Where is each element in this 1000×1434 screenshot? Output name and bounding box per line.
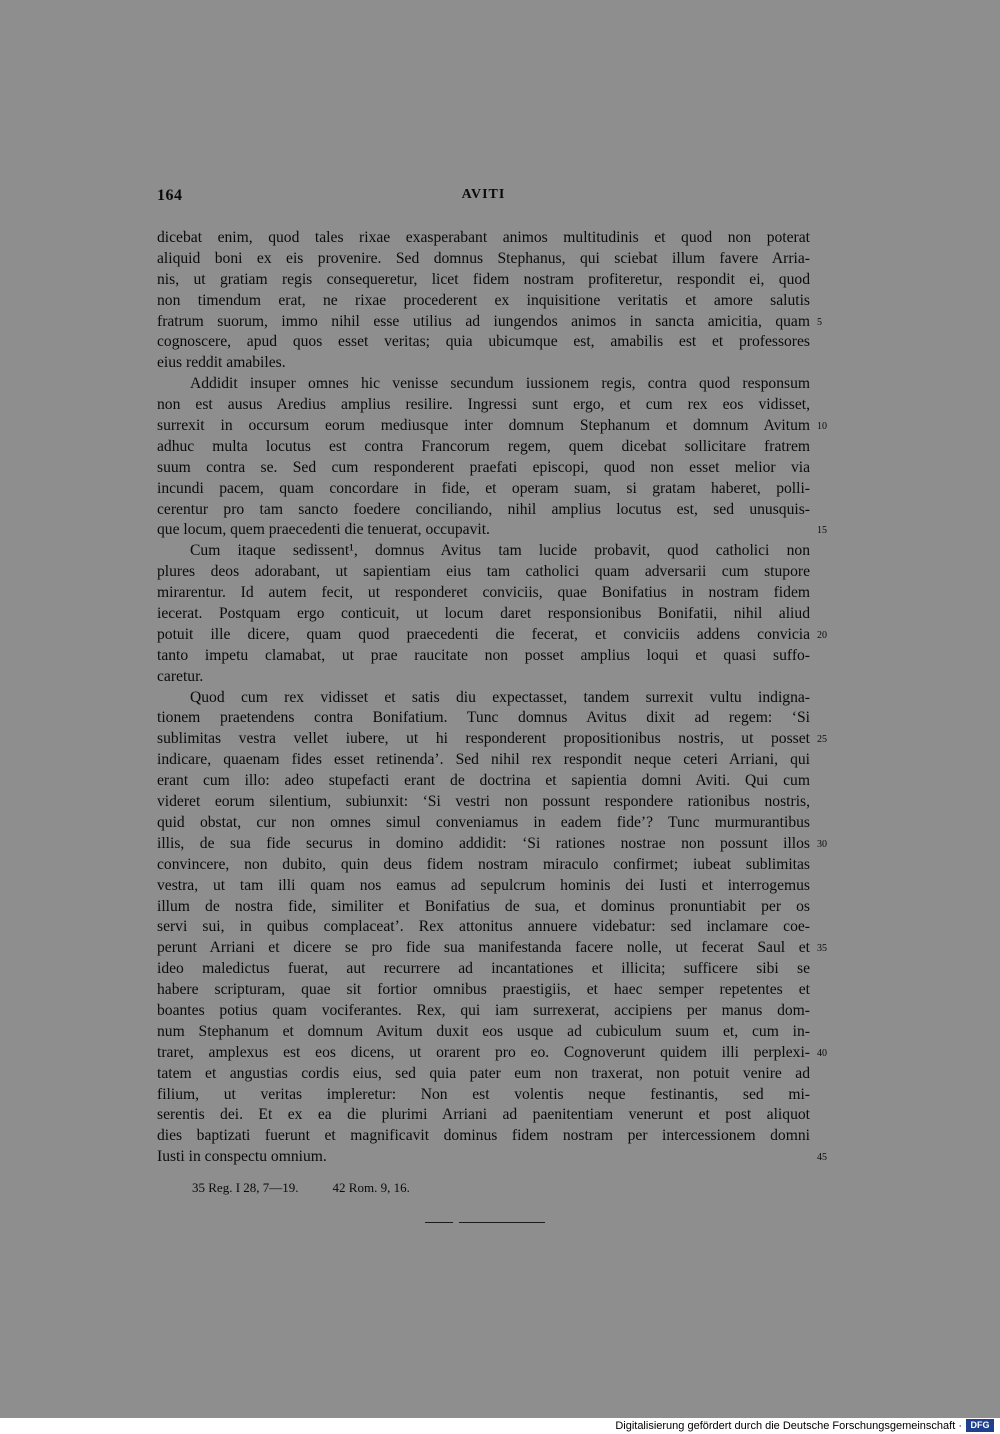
text-line: vestra, ut tam illi quam nos eamus ad sepulcrum hominis dei Iusti et interrogemus <box>157 876 810 894</box>
funding-credit-link[interactable]: Digitalisierung gefördert durch die Deutsche Forschungsgemeinschaft · <box>615 1420 962 1432</box>
text-line: caretur. <box>157 667 204 685</box>
line-number: 30 <box>817 838 827 850</box>
footer-bar <box>0 1418 1000 1434</box>
text-line: non timendum erat, ne rixae procederent ex inquisitione veritatis et amore salutis <box>157 291 810 309</box>
line-number: 5 <box>817 316 822 328</box>
end-rule <box>425 1222 545 1223</box>
text-line: convincere, non dubito, quin deus fidem nostram miraculo confirmet; iubeat sublimitas <box>157 855 810 873</box>
text-line: iecerat. Postquam ergo conticuit, ut locum daret responsionibus Bonifatii, nihil aliud <box>157 605 810 623</box>
line-number: 45 <box>817 1152 827 1164</box>
page-number: 164 <box>157 187 183 204</box>
line-number: 10 <box>817 421 827 433</box>
text-line: cerentur pro tam sancto foedere conciliando, nihil amplius locutus est, sed unusquis- <box>157 500 810 518</box>
text-line: cognoscere, apud quos esset veritas; quia ubicumque est, amabilis est et professores <box>157 333 810 351</box>
paragraph-start-line: Cum itaque sedissent¹, domnus Avitus tam lucide probavit, quod catholici non <box>190 542 810 560</box>
text-line: tatem et angustias cordis eius, sed quia pater eum non traxerat, non potuit venire ad <box>157 1064 810 1082</box>
text-line: sublimitas vestra vellet iubere, ut hi responderent propositionibus nostris, ut posset 25 <box>157 729 810 750</box>
text-line: potuit ille dicere, quam quod praecedenti die fecerat, et conviciis addens convicia 20 <box>157 625 810 646</box>
text-line: serentis dei. Et ex ea die plurimi Arriani ad paenitentiam venerunt et post aliquot <box>157 1106 810 1124</box>
line-number: 25 <box>817 734 827 746</box>
text-line: tionem praetendens contra Bonifatium. Tunc domnus Avitus dixit ad regem: ‘Si <box>157 709 810 727</box>
text-line: suum contra se. Sed cum responderent praefati episcopi, quod non esset melior via <box>157 458 810 476</box>
text-line: adhuc multa locutus est contra Francorum regem, quem dicebat sollicitare fratrem <box>157 437 810 455</box>
running-title: AVITI <box>461 187 506 202</box>
text-line: illum de nostra fide, similiter et Bonifatius de sua, et dominus pronuntiabit per os <box>157 897 810 915</box>
text-line: indicare, quaenam fides esset retinenda’. Sed nihil rex respondit neque ceteri Arriani, qui <box>157 751 810 769</box>
text-line: perunt Arriani et dicere se pro fide sua manifestanda facere nolle, ut fecerat Saul et 35 <box>157 938 810 959</box>
paragraph-start-line: Quod cum rex vidisset et satis diu expectasset, tandem surrexit vultu indigna- <box>190 688 810 706</box>
footnote: 35 Reg. I 28, 7—19. <box>192 1180 299 1195</box>
text-line: illis, de sua fide securus in domino addidit: ‘Si rationes nostrae non possunt illos 30 <box>157 834 810 855</box>
text-line: num Stephanum et domnum Avitum duxit eos usque ad cubiculum suum et, cum in- <box>157 1022 810 1040</box>
line-number: 20 <box>817 629 827 641</box>
text-line: fratrum suorum, immo nihil esse utilius ad iungendos animos in sancta amicitia, quam 5 <box>157 312 810 333</box>
text-line: ideo maledictus fuerat, aut recurrere ad incantationes et illicita; sufficere sibi se <box>157 960 810 978</box>
text-line: dies baptizati fuerunt et magnificavit dominus fidem nostram per intercessionem domni <box>157 1127 810 1145</box>
text-line: filium, ut veritas impleretur: Non est volentis neque festinantis, sed mi- <box>157 1085 810 1103</box>
text-line: non est ausus Aredius amplius resilire. Ingressi sunt ergo, et cum rex eos vidisset, <box>157 396 810 414</box>
text-line: traret, amplexus est eos dicens, ut orarent pro eo. Cognoverunt quidem illi perplexi- 40 <box>157 1043 810 1064</box>
text-line: Iusti in conspectu omnium. 45 <box>157 1147 810 1168</box>
paragraph-start-line: Addidit insuper omnes hic venisse secundum iussionem regis, contra quod responsum <box>190 375 810 393</box>
text-line: eius reddit amabiles. <box>157 354 286 372</box>
page-header <box>157 187 810 211</box>
footnotes <box>192 1180 410 1196</box>
line-number: 35 <box>817 943 827 955</box>
text-line: dicebat enim, quod tales rixae exasperabant animos multitudinis et quod non poterat <box>157 229 810 246</box>
footnote: 42 Rom. 9, 16. <box>332 1180 410 1195</box>
text-line: erant cum illo: adeo stupefacti erant de doctrina et sapientia domni Aviti. Qui cum <box>157 772 810 790</box>
line-number: 15 <box>817 525 827 537</box>
text-line: boantes potius quam vociferantes. Rex, qui iam surrexerat, accipiens per manus dom- <box>157 1001 810 1019</box>
text-line: tanto impetu clamabat, ut prae raucitate non posset amplius loqui et quasi suffo- <box>157 646 810 664</box>
text-line: servi sui, in quibus complaceat’. Rex attonitus annuere videbatur: sed inclamare coe- <box>157 918 810 936</box>
line-number: 40 <box>817 1047 827 1059</box>
text-line: surrexit in occursum eorum mediusque inter domnum Stephanum et domnum Avitum 10 <box>157 416 810 437</box>
text-line: aliquid boni ex eis provenire. Sed domnus Stephanus, qui sciebat illum favere Arria- <box>157 249 810 267</box>
text-line: quid obstat, cur non omnes simul conveniamus in eadem fide’? Tunc murmurantibus <box>157 813 810 831</box>
text-line: habere scripturam, quae sit fortior omnibus praestigiis, et haec semper repetentes et <box>157 981 810 999</box>
dfg-logo-icon[interactable]: DFG <box>966 1419 994 1432</box>
text-line: incundi pacem, quam concordare in fide, et operam suam, si gratam haberet, polli- <box>157 479 810 497</box>
text-line: plures deos adorabant, ut sapientiam eius tam catholici quam adversarii cum stupore <box>157 563 810 581</box>
body-text <box>157 228 827 1168</box>
text-line: nis, ut gratiam regis consequeretur, licet fidem nostram profiteretur, respondit ei, quod <box>157 270 810 288</box>
text-line: videret eorum silentium, subiunxit: ‘Si vestri non possunt respondere rationibus nostris, <box>157 793 810 811</box>
text-line: que locum, quem praecedenti die tenuerat, occupavit. 15 <box>157 520 810 541</box>
text-line: mirarentur. Id autem fecit, ut responderet conviciis, quae Bonifatius in nostram fidem <box>157 584 810 602</box>
